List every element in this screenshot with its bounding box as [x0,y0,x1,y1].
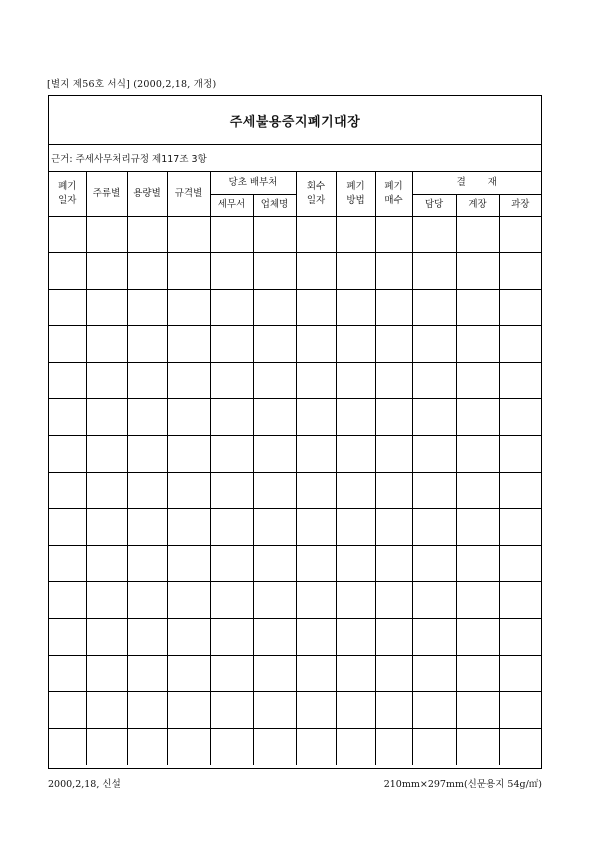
table-cell [127,728,167,765]
table-cell [456,582,499,619]
table-cell [127,692,167,729]
table-cell [375,728,412,765]
table-cell [127,619,167,656]
table-cell [412,728,456,765]
table-cell [210,326,253,363]
table-cell [253,545,296,582]
table-cell [210,253,253,290]
header-disposal-method: 폐기 방법 [336,172,375,216]
table-cell [167,509,210,546]
table-cell [375,655,412,692]
table-cell [412,692,456,729]
table-row [49,655,541,692]
table-cell [336,216,375,253]
table-cell [336,582,375,619]
table-row [49,692,541,729]
table-cell [49,472,86,509]
table-row [49,619,541,656]
title-row [49,96,541,145]
table-cell [167,216,210,253]
table-row [49,399,541,436]
table-cell [412,253,456,290]
table-cell [412,326,456,363]
table-cell [375,436,412,473]
table-cell [167,399,210,436]
table-cell [375,619,412,656]
table-cell [253,655,296,692]
table-cell [375,545,412,582]
table-cell [49,436,86,473]
table-cell [296,289,336,326]
header-company: 업체명 [253,194,296,216]
table-cell [253,509,296,546]
header-approval [412,172,541,194]
table-cell [456,362,499,399]
table-cell [49,582,86,619]
table-cell [296,253,336,290]
table-cell [210,436,253,473]
table-cell [296,399,336,436]
table-cell [499,362,541,399]
table-row [49,582,541,619]
table-cell [127,472,167,509]
table-row [49,728,541,765]
table-cell [86,728,127,765]
table-cell [210,362,253,399]
table-cell [499,399,541,436]
basis-row [49,145,541,172]
table-cell [49,326,86,363]
table-cell [336,253,375,290]
table-cell [375,326,412,363]
table-cell [49,728,86,765]
table-cell [49,362,86,399]
table-cell [499,509,541,546]
table-cell [499,216,541,253]
table-cell [375,692,412,729]
header-spec: 규격별 [167,172,210,216]
table-cell [296,545,336,582]
table-cell [167,545,210,582]
header-chief: 계장 [456,194,499,216]
header-capacity: 용량별 [127,172,167,216]
table-cell [456,253,499,290]
table-cell [375,509,412,546]
table-cell [49,289,86,326]
table-cell [86,436,127,473]
form-number-label: [별지 제56호 서식] (2000,2,18, 개정) [47,79,217,90]
table-row [49,326,541,363]
table-cell [167,436,210,473]
table-cell [86,509,127,546]
table-cell [336,619,375,656]
table-cell [375,216,412,253]
table-row [49,436,541,473]
table-cell [499,655,541,692]
table-cell [296,509,336,546]
table-cell [336,728,375,765]
table-row [49,216,541,253]
table-cell [127,362,167,399]
table-cell [412,362,456,399]
table-cell [167,728,210,765]
table-cell [127,253,167,290]
header-disposal-date: 폐기 일자 [49,172,86,216]
table-row [49,289,541,326]
table-cell [296,655,336,692]
table-cell [167,326,210,363]
table-cell [499,619,541,656]
table-cell [456,655,499,692]
table-cell [456,216,499,253]
table-cell [336,655,375,692]
table-cell [167,472,210,509]
table-cell [127,509,167,546]
approval-label: 결재 [456,176,519,188]
table-cell [456,436,499,473]
table-cell [375,253,412,290]
table-cell [253,582,296,619]
table-cell [253,289,296,326]
table-cell [210,472,253,509]
table-cell [86,582,127,619]
table-cell [375,289,412,326]
header-kind: 주류별 [86,172,127,216]
table-cell [296,619,336,656]
table-cell [336,362,375,399]
table-row [49,545,541,582]
table-cell [86,253,127,290]
header-disposal-count: 폐기 매수 [375,172,412,216]
table-cell [210,619,253,656]
table-cell [296,362,336,399]
table-cell [336,472,375,509]
table-cell [127,399,167,436]
table-cell [127,655,167,692]
table-cell [86,399,127,436]
table-cell [412,509,456,546]
table-cell [412,545,456,582]
table-cell [86,655,127,692]
table-cell [210,545,253,582]
table-cell [456,692,499,729]
table-cell [336,436,375,473]
table-cell [456,326,499,363]
table-cell [375,399,412,436]
table-cell [336,399,375,436]
table-cell [49,216,86,253]
table-cell [253,472,296,509]
table-cell [412,436,456,473]
table-cell [336,326,375,363]
table-cell [86,472,127,509]
table-cell [412,399,456,436]
table-cell [167,655,210,692]
footer-established-note: 2000,2,18, 신설 [48,779,121,790]
table-cell [499,582,541,619]
table-cell [296,728,336,765]
table-cell [296,582,336,619]
table-cell [49,692,86,729]
table-cell [86,216,127,253]
table-cell [499,253,541,290]
table-cell [412,289,456,326]
table-cell [49,619,86,656]
header-tax-office: 세무서 [210,194,253,216]
table-cell [375,362,412,399]
table-cell [296,436,336,473]
table-row [49,362,541,399]
table-cell [499,472,541,509]
table-cell [336,509,375,546]
table-cell [336,289,375,326]
table-cell [127,326,167,363]
table-cell [86,326,127,363]
table-cell [253,436,296,473]
table-cell [456,289,499,326]
footer-paper-spec: 210mm×297mm(신문용지 54g/㎡) [383,779,542,790]
table-cell [253,399,296,436]
table-cell [499,436,541,473]
table-cell [499,728,541,765]
table-cell [86,362,127,399]
table-cell [167,289,210,326]
basis-text: 근거: 주세사무처리규정 제117조 3항 [51,154,207,165]
table-cell [86,692,127,729]
table-cell [336,545,375,582]
table-cell [167,362,210,399]
table-cell [412,216,456,253]
table-cell [210,582,253,619]
table-cell [253,253,296,290]
table-cell [210,728,253,765]
table-cell [210,289,253,326]
table-cell [127,216,167,253]
table-cell [456,509,499,546]
header-recovery-date: 회수 일자 [296,172,336,216]
table-cell [49,253,86,290]
table-cell [336,692,375,729]
table-row [49,253,541,290]
table-cell [86,289,127,326]
table-cell [456,728,499,765]
form-title: 주세불용증지폐기대장 [229,114,361,130]
table-cell [167,619,210,656]
table-cell [253,619,296,656]
table-cell [412,655,456,692]
table-cell [167,692,210,729]
table-cell [49,545,86,582]
table-cell [253,216,296,253]
table-cell [253,326,296,363]
table-cell [412,582,456,619]
table-cell [127,436,167,473]
disposal-register-form [48,95,542,769]
table-cell [499,326,541,363]
table-cell [86,619,127,656]
table-cell [499,289,541,326]
table-cell [210,216,253,253]
header-charge: 담당 [412,194,456,216]
table-cell [456,472,499,509]
table-cell [49,509,86,546]
table-cell [210,692,253,729]
table-cell [412,472,456,509]
table-cell [412,619,456,656]
register-table [49,172,541,765]
table-cell [253,362,296,399]
table-cell [49,655,86,692]
table-cell [127,545,167,582]
table-cell [210,655,253,692]
table-cell [127,582,167,619]
table-cell [49,399,86,436]
table-cell [456,619,499,656]
table-cell [499,692,541,729]
table-cell [86,545,127,582]
table-row [49,509,541,546]
table-cell [456,545,499,582]
table-cell [499,545,541,582]
table-cell [296,326,336,363]
table-cell [127,289,167,326]
table-row [49,472,541,509]
table-cell [253,692,296,729]
table-cell [296,216,336,253]
header-original-distribution: 당초 배부처 [210,172,296,194]
table-cell [456,399,499,436]
table-cell [296,472,336,509]
table-cell [210,509,253,546]
table-cell [375,472,412,509]
table-cell [210,399,253,436]
table-cell [167,582,210,619]
table-cell [167,253,210,290]
table-cell [253,728,296,765]
table-cell [375,582,412,619]
header-section-head: 과장 [499,194,541,216]
table-cell [296,692,336,729]
